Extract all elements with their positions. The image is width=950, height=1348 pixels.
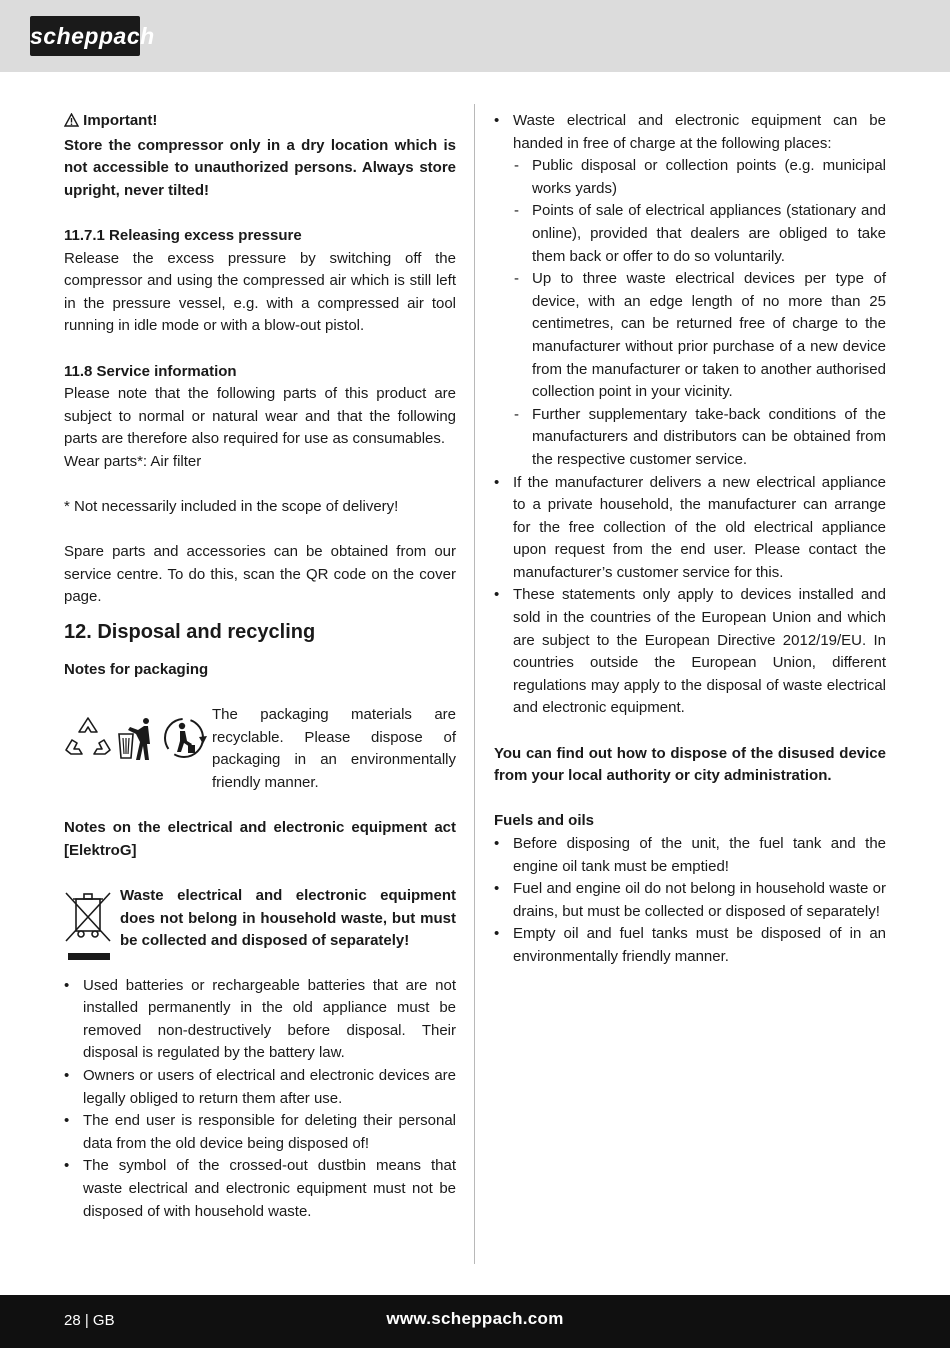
fuels-bullet-list	[494, 833, 886, 969]
dash-item: - Public disposal or collection points (e.g. municipal works yards)	[513, 155, 886, 200]
dash-item: - Further supplementary take-back conditions of the manufacturers and distributors can be obtained from the respective customer service.	[513, 404, 886, 472]
website-url: www.scheppach.com	[386, 1309, 564, 1328]
page-number: 28 | GB	[64, 1312, 115, 1329]
list-item: • The end user is responsible for deleting their personal data from the old device being disposed of!	[64, 1110, 456, 1155]
right-column	[494, 110, 886, 969]
collection-places-list	[513, 155, 886, 471]
packaging-heading: Notes for packaging	[64, 661, 209, 679]
recycling-person-icon	[160, 714, 208, 762]
crossed-out-bin-icon	[64, 885, 120, 975]
list-item: • Owners or users of electrical and electronic devices are legally obliged to return them after use.	[64, 1065, 456, 1110]
authority-notice: You can find out how to dispose of the disused device from your local authority or city administration.	[494, 744, 886, 785]
important-text: Store the compressor only in a dry location which is not accessible to unauthorized persons. Always store upright, never tilted!	[64, 136, 456, 199]
list-item	[494, 110, 886, 472]
scheppach-logo: scheppach	[30, 16, 140, 56]
collection-places-text: Waste electrical and electronic equipment can be handed in free of charge at the following places:	[513, 112, 886, 152]
column-divider	[474, 104, 475, 1264]
packaging-icons	[64, 704, 212, 762]
spare-parts-text: Spare parts and accessories can be obtained from our service centre. To do this, scan the QR code on the cover page.	[64, 543, 456, 606]
important-title-text: Important!	[83, 112, 158, 129]
weee-notice: Waste electrical and electronic equipment does not belong in household waste, but must be collected and disposed of separately!	[120, 887, 456, 950]
weee-block	[64, 885, 456, 975]
elektrog-heading: Notes on the electrical and electronic equipment act [ElektroG]	[64, 819, 456, 859]
warning-triangle-icon	[64, 112, 79, 135]
list-item: • Before disposing of the unit, the fuel tank and the engine oil tank must be emptied!	[494, 833, 886, 878]
collection-bullet-list	[494, 110, 886, 720]
packaging-block	[64, 704, 456, 794]
footnote: * Not necessarily included in the scope of delivery!	[64, 498, 399, 516]
section-12-heading: 12. Disposal and recycling	[64, 621, 316, 644]
left-column	[64, 110, 456, 1223]
list-item: • These statements only apply to devices installed and sold in the countries of the European Union and which are subject to the European Directive 2012/19/EU. In countries outside the European Union, different regulations may apply to the disposal of waste electrical and electronic equipment.	[494, 584, 886, 720]
footer-bar	[0, 1295, 950, 1348]
dash-item: - Points of sale of electrical appliances (stationary and online), provided that dealers are obliged to take them back or offer to do so voluntarily.	[513, 200, 886, 268]
list-item: • Empty oil and fuel tanks must be disposed of in an environmentally friendly manner.	[494, 923, 886, 968]
list-item: • Fuel and engine oil do not belong in household waste or drains, but must be collected or disposed of separately!	[494, 878, 886, 923]
list-item: • Used batteries or rechargeable batteries that are not installed permanently in the old appliance must be removed non-destructively before disposal. Their disposal is regulated by the battery law.	[64, 975, 456, 1065]
recycle-icon	[64, 714, 112, 762]
section-11-8-text: Please note that the following parts of this product are subject to normal or natural wear and that the following parts are therefore also required for use as consumables.	[64, 385, 456, 448]
elektrog-bullet-list	[64, 975, 456, 1224]
section-11-7-1-text: Release the excess pressure by switching off the compressor and using the compressed air which is still left in the pressure vessel, e.g. with a compressed air tool running in idle mode or with a blow-out pistol.	[64, 249, 456, 335]
header-bar	[0, 0, 950, 72]
important-title	[64, 110, 456, 135]
fuels-heading: Fuels and oils	[494, 812, 595, 830]
packaging-text: The packaging materials are recyclable. Please dispose of packaging in an environmentally friendly manner.	[212, 706, 456, 792]
list-item: • The symbol of the crossed-out dustbin means that waste electrical and electronic equipment must not be disposed of with household waste.	[64, 1155, 456, 1223]
section-11-7-1-heading: 11.7.1 Releasing excess pressure	[64, 226, 302, 244]
tidyman-bin-icon	[116, 714, 156, 762]
wear-parts: Wear parts*: Air filter	[64, 452, 202, 470]
dash-item: - Up to three waste electrical devices per type of device, with an edge length of no more than 25 centimetres, can be returned free of charge to the manufacturer without prior purchase of a new device from the manufacturer or taken to another authorised collection point in your vicinity.	[513, 268, 886, 404]
section-11-8-heading: 11.8 Service information	[64, 362, 237, 380]
list-item: • If the manufacturer delivers a new electrical appliance to a private household, the manufacturer can arrange for the free collection of the old electrical appliance upon request from the end user. Please contact the manufacturer’s customer service for this.	[494, 472, 886, 585]
